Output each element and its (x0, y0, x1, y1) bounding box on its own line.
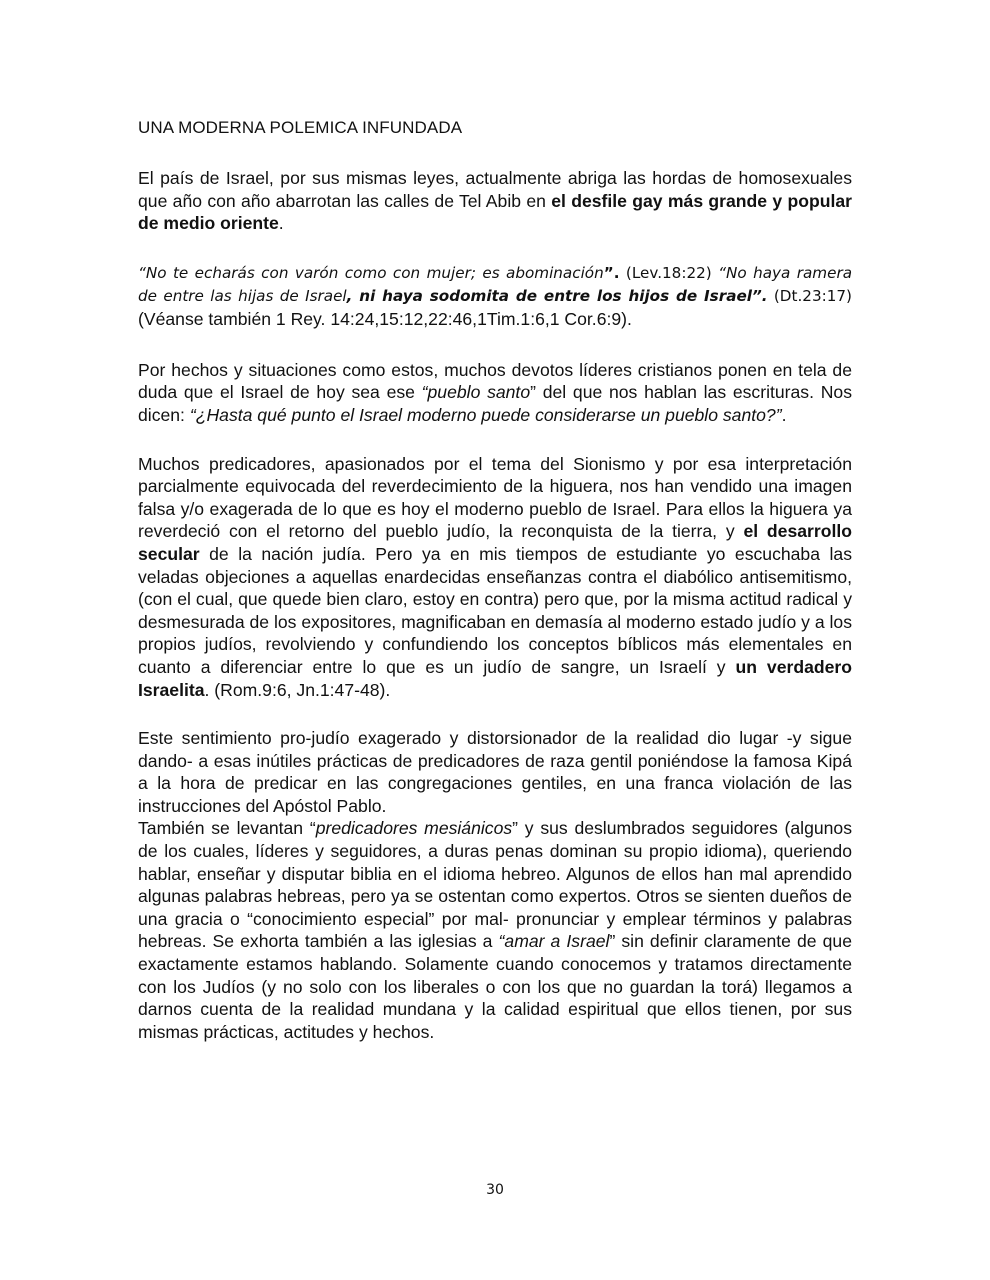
italic-text: “¿Hasta qué punto el Israel moderno puede considerarse un pueblo santo?” (189, 404, 782, 425)
text-run: . (278, 213, 284, 234)
italic-text: “pueblo santo (421, 382, 531, 403)
verse-reference: (Dt.23:17) (767, 286, 852, 305)
text-run: El país de Israel, por sus mismas leyes, actualmente abriga las hordas de homosexuales que año con año abarrotan las calles de Tel Abib en (138, 168, 852, 211)
text-run: ” sin definir claramente de que exactamente estamos hablando. Solamente cuando conocemos y tratamos directamente con los Judíos (y no solo con los liberales o con los que no guardan la torá) llegamos a darnos cuenta de la realidad mundana y la calidad espiritual que ellos tienen, por sus mismas prácticas, actitudes y hechos. (138, 931, 852, 1042)
text-run: de la nación judía. Pero ya en mis tiempos de estudiante yo escuchaba las veladas objeciones a aquellas enardecidas enseñanzas contra el diabólico antisemitismo, (con el cual, que quede bien claro, estoy en contra) pero que, por la misma actitud radical y desmesurada de los expositores, magnificaban en demasía al moderno estado judío y a los propios judíos, revolviendo y confundiendo los conceptos bíblicos más elementales en cuanto a diferenciar entre lo que es un judío de sangre, un Israelí y (138, 543, 852, 677)
text-run: . (781, 404, 787, 425)
text-run: ” del que nos hablan las escrituras. Nos dicen: (138, 382, 852, 425)
text-run: También se levantan “ (138, 818, 316, 839)
section-title: UNA MODERNA POLEMICA INFUNDADA (138, 118, 463, 137)
bold-text: el desarrollo secular (138, 521, 852, 564)
paragraph-holy-people (138, 359, 852, 427)
bold-text: un verdadero Israelita (138, 656, 852, 700)
page-number: 30 (486, 1182, 504, 1198)
quote-text: “No te echarás con varón como con mujer; es abominación (138, 263, 604, 282)
text-run: Muchos predicadores, apasionados por el tema del Sionismo y por esa interpretación parcialmente equivocada del reverdecimiento de la higuera, nos han vendido una imagen falsa y/o exagerada de lo que es hoy el moderno pueblo de Israel. Para ellos la higuera ya reverdeció con el retorno del pueblo judío, la reconquista de la tierra, y (138, 453, 852, 542)
bold-text: el desfile gay más grande y popular de medio oriente (138, 190, 853, 234)
scripture-quote (138, 262, 852, 332)
paragraph-messianic-preachers (138, 817, 852, 1043)
text-run: Por hechos y situaciones como estos, muchos devotos líderes cristianos ponen en tela de duda que el Israel de hoy sea ese (138, 359, 852, 403)
italic-text: predicadores mesiánicos (315, 818, 513, 839)
see-also-references: (Véanse también 1 Rey. 14:24,15:12,22:46,1Tim.1:6,1 Cor.6:9). (138, 308, 632, 329)
paragraph-preachers (138, 453, 852, 702)
bold-quote-text: , ni haya sodomita de entre los hijos de Israel”. (346, 286, 768, 305)
text-run: ” y sus deslumbrados seguidores (algunos de los cuales, líderes y seguidores, a duras penas dominan su propio idioma), queriendo hablar, enseñar y disputar biblia en el idioma hebreo. Algunos de ellos han mal aprendido algunas palabras hebreas, pero ya se ostentan como expertos. Otros se sienten dueños de una gracia o “conocimiento especial” por mal- pronunciar y emplear términos y palabras hebreas. Se exhorta también a las iglesias a (138, 818, 853, 952)
verse-reference: (Lev.18:22) (619, 263, 719, 282)
italic-text: “amar a Israel (498, 931, 610, 952)
text-run: . (Rom.9:6, Jn.1:47-48). (204, 679, 391, 700)
paragraph-pro-jewish-sentiment: Este sentimiento pro-judío exagerado y distorsionador de la realidad dio lugar -y sigue dando- a esas inútiles prácticas de predicadores de raza gentil poniéndose la famosa Kipá a la hora de predicar en las congregaciones gentiles, en una franca violación de las instrucciones del Apóstol Pablo. (138, 728, 852, 816)
quote-close: ”. (603, 263, 620, 282)
document-body (138, 117, 852, 1043)
quote-text: “No haya ramera de entre las hijas de Israel (138, 263, 852, 305)
paragraph-israel-laws (138, 167, 852, 235)
